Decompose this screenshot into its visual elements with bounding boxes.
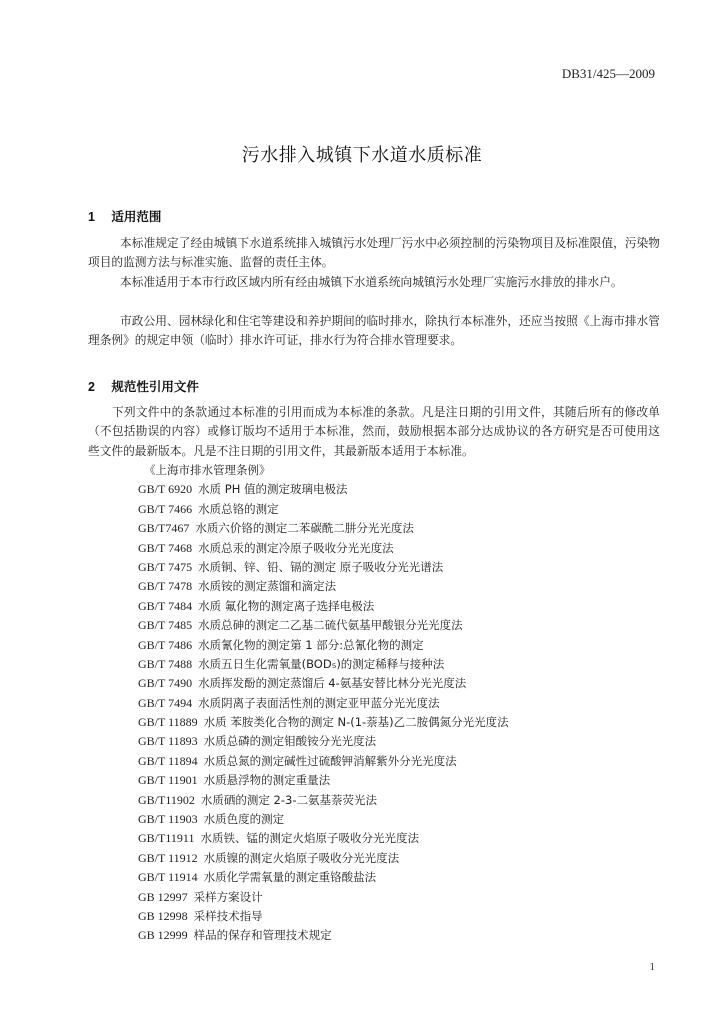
reference-code: GB/T 6920	[138, 482, 193, 497]
section-1-paragraph-2: 本标准适用于本市行政区域内所有经由城镇下水道系统向城镇污水处理厂实施污水排放的排水户。	[120, 275, 623, 289]
reference-code: GB/T 7478	[138, 579, 193, 594]
reference-item	[138, 694, 509, 713]
reference-title: 水质挥发酚的测定蒸馏后 4-氨基安替比林分光光度法	[198, 676, 467, 691]
reference-code: GB/T 11894	[138, 753, 198, 768]
reference-item	[138, 926, 509, 945]
reference-code: GB/T 7488	[138, 656, 193, 671]
section-title: 适用范围	[111, 209, 162, 224]
document-title: 污水排入城镇下水道水质标准	[241, 145, 483, 166]
reference-item	[138, 732, 509, 751]
reference-item	[138, 480, 509, 499]
reference-item	[138, 771, 509, 790]
reference-title: 水质六价铬的测定二苯碳酰二肼分光光度法	[195, 521, 414, 536]
reference-code: GB/T11911	[138, 831, 195, 846]
reference-item	[138, 461, 509, 480]
page-number: 1	[649, 961, 655, 973]
reference-code: GB 12999	[138, 928, 188, 943]
reference-item	[138, 907, 509, 926]
reference-title: 水质铜、锌、铅、镉的测定 原子吸收分光光谱法	[198, 559, 444, 574]
reference-title: 水质硒的测定 2-3-二氨基萘荧光法	[200, 792, 377, 807]
reference-title: 水质总磷的测定钼酸铵分光光度法	[203, 734, 377, 749]
reference-title: 水质 PH 值的测定玻璃电极法	[198, 482, 348, 497]
reference-item	[138, 810, 509, 829]
reference-title: 水质悬浮物的测定重量法	[203, 773, 331, 788]
reference-item	[138, 597, 509, 616]
reference-code: GB/T 7485	[138, 618, 193, 633]
reference-code: GB/T 7475	[138, 559, 193, 574]
reference-title: 水质化学需氧量的测定重铬酸盐法	[203, 870, 377, 885]
reference-item	[138, 655, 509, 674]
reference-title: 水质铁、锰的测定火焰原子吸收分光光度法	[200, 831, 419, 846]
reference-item	[138, 636, 509, 655]
section-2-paragraph-1: 下列文件中的条款通过本标准的引用而成为本标准的条款。凡是注日期的引用文件，其随后所有的修改单（不包括勘误的内容）或修订版均不适用于本标准，然而，鼓励根据本部分达成协议的各方研究是否可使用这些文件的最新版本。凡是不注日期的引用文件，其最新版本适用于本标准。	[88, 405, 660, 458]
reference-code: GB/T 7466	[138, 501, 193, 516]
reference-item	[138, 674, 509, 693]
reference-title: 水质总铬的测定	[198, 501, 279, 516]
reference-item	[138, 888, 509, 907]
section-title: 规范性引用文件	[111, 379, 199, 394]
document-code: DB31/425—2009	[561, 66, 655, 81]
reference-title: 水质 氟化物的测定离子选择电极法	[198, 598, 375, 613]
reference-item	[138, 616, 509, 635]
reference-code: GB/T 11903	[138, 812, 198, 827]
reference-title: 水质总汞的测定冷原子吸收分光光度法	[198, 540, 394, 555]
reference-item	[138, 849, 509, 868]
reference-item	[138, 539, 509, 558]
reference-item	[138, 713, 509, 732]
reference-title: 水质镍的测定火焰原子吸收分光光度法	[203, 850, 400, 865]
reference-code: GB 12998	[138, 908, 188, 923]
reference-title: 水质阴离子表面活性剂的测定亚甲蓝分光光度法	[198, 695, 440, 710]
reference-code: GB/T 11912	[138, 850, 198, 865]
reference-title: 水质色度的测定	[203, 812, 285, 827]
reference-code: GB/T 11914	[138, 870, 198, 885]
reference-title: 水质总砷的测定二乙基二硫代氨基甲酸银分光光度法	[198, 618, 463, 633]
section-2-heading	[88, 377, 199, 395]
section-1-heading	[88, 207, 161, 225]
reference-title: 水质铵的测定蒸馏和滴定法	[198, 579, 337, 594]
reference-code: GB/T7467	[138, 521, 190, 536]
reference-code: GB/T 11893	[138, 734, 198, 749]
reference-code: GB/T 7468	[138, 540, 193, 555]
reference-item	[138, 752, 509, 771]
reference-item	[138, 519, 509, 538]
section-1-paragraph-1: 本标准规定了经由城镇下水道系统排入城镇污水处理厂污水中必须控制的污染物项目及标准限值，污染物项目的监测方法与标准实施、监督的责任主体。	[88, 236, 660, 270]
reference-title: 采样技术指导	[193, 908, 263, 923]
reference-title: 水质氰化物的测定第 1 部分:总氰化物的测定	[198, 637, 424, 652]
reference-list	[138, 461, 509, 946]
reference-title: 《上海市排水管理条例》	[144, 463, 271, 477]
reference-title: 水质五日生化需氧量(BOD₅)的测定稀释与接种法	[198, 656, 445, 671]
section-number: 1	[88, 210, 95, 224]
reference-item	[138, 791, 509, 810]
reference-code: GB/T 11901	[138, 773, 198, 788]
reference-code: GB 12997	[138, 889, 188, 904]
reference-code: GB/T 7494	[138, 695, 193, 710]
reference-item	[138, 868, 509, 887]
reference-code: GB/T 7490	[138, 676, 193, 691]
reference-code: GB/T 7484	[138, 598, 193, 613]
reference-code: GB/T 7486	[138, 637, 193, 652]
section-1-paragraph-3: 市政公用、园林绿化和住宅等建设和养护期间的临时排水，除执行本标准外，还应当按照《上海市排水管理条例》的规定申领（临时）排水许可证，排水行为符合排水管理要求。	[88, 314, 660, 348]
reference-code: GB/T11902	[138, 792, 195, 807]
reference-title: 样品的保存和管理技术规定	[193, 928, 332, 943]
reference-title: 水质总氮的测定碱性过硫酸钾消解紫外分光光度法	[203, 753, 457, 768]
section-number: 2	[88, 380, 95, 394]
reference-item	[138, 829, 509, 848]
reference-code: GB/T 11889	[138, 715, 198, 730]
reference-item	[138, 500, 509, 519]
reference-item	[138, 558, 509, 577]
reference-item	[138, 577, 509, 596]
reference-title: 水质 苯胺类化合物的测定 N-(1-萘基)乙二胺偶氮分光光度法	[203, 715, 509, 730]
reference-title: 采样方案设计	[193, 889, 263, 904]
